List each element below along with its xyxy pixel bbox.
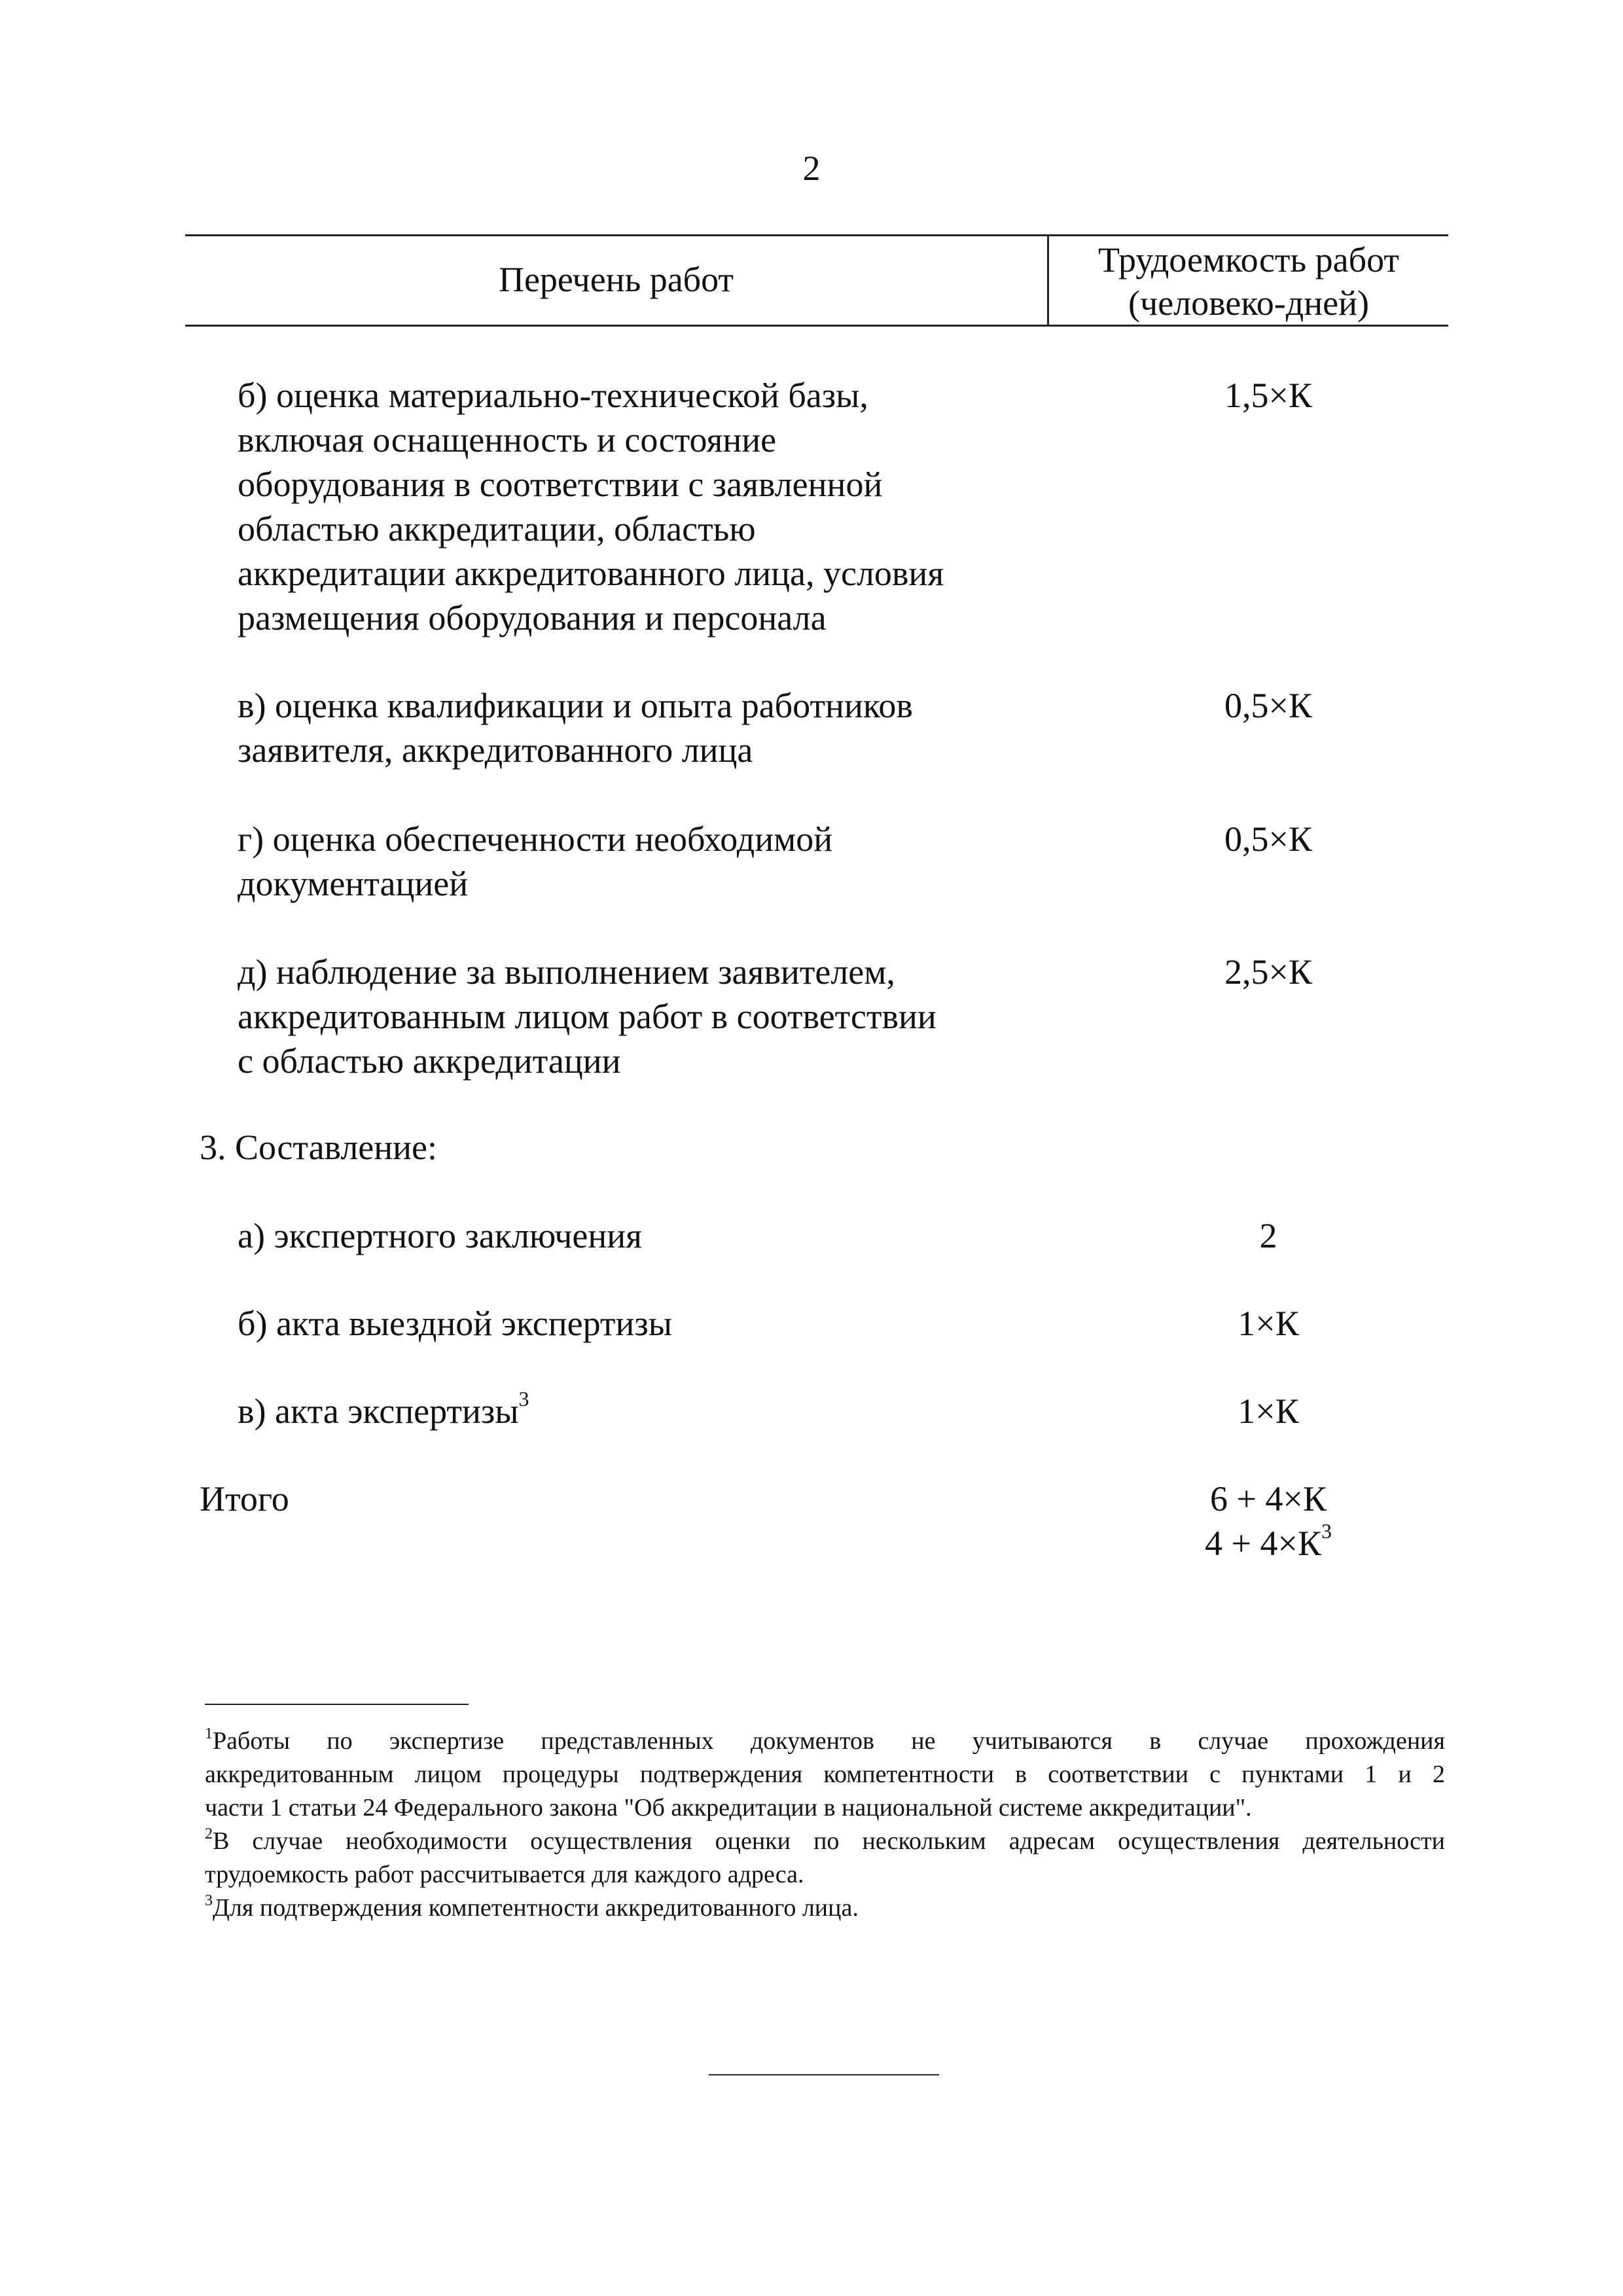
- section3-item-expert-conclusion-value: 2: [1259, 1216, 1277, 1255]
- row-line: документацией: [238, 864, 469, 903]
- footnote-2-line-1: $^2$В случае необходимости осуществления оценки по нескольким адресам осуществления деятельности: [205, 1825, 1445, 1855]
- end-of-document-rule: [709, 2074, 939, 2075]
- row-line: аккредитованным лицом работ в соответствии: [238, 997, 936, 1036]
- row-line: с областью аккредитации: [238, 1041, 621, 1081]
- total-value-1: 6 + 4×К: [1210, 1479, 1327, 1518]
- table-header-bottom-border: [185, 325, 1448, 327]
- row-line: размещения оборудования и персонала: [238, 598, 827, 637]
- footnote-2-line-2: трудоемкость работ рассчитывается для каждого адреса.: [205, 1861, 804, 1888]
- total-value-2: $4 + 4\times К^3$: [1205, 1519, 1332, 1563]
- footnote-ref: 3: [1321, 1519, 1332, 1543]
- section3-item-field-expertise-act-value: 1×К: [1238, 1304, 1299, 1343]
- section-3-title: 3. Составление:: [200, 1128, 438, 1167]
- row-line: включая оснащенность и состояние: [238, 420, 777, 459]
- section3-item-expert-conclusion: а) экспертного заключения: [238, 1216, 642, 1255]
- page-number: 2: [802, 149, 821, 188]
- total-label: Итого: [200, 1479, 289, 1518]
- row-qualification-value: 0,5×К: [1224, 686, 1312, 725]
- footnote-ref: 3: [518, 1387, 529, 1410]
- total-value: [1047, 1477, 1453, 1566]
- footnote-1-line-1: $^1$Работы по экспертизе представленных документов не учитываются в случае прохождения: [205, 1725, 1445, 1755]
- footnote-1-line-2: аккредитованным лицом процедуры подтверждения компетентности в соответствии с пунктами 1 и 2: [205, 1761, 1445, 1788]
- footnotes: [205, 1725, 1445, 1925]
- row-line: б) оценка материально-технической базы,: [238, 376, 868, 415]
- row-material-base-text: [238, 373, 1043, 640]
- row-material-base-value: 1,5×К: [1224, 376, 1312, 415]
- section3-item-expertise-act: в) акта экспертизы$^3$: [238, 1387, 529, 1431]
- row-line: г) оценка обеспеченности необходимой: [238, 819, 833, 859]
- section3-item-expertise-act-value: 1×К: [1238, 1391, 1299, 1431]
- header-labor-intensity: [1049, 238, 1448, 325]
- row-documentation-text: [238, 817, 1043, 906]
- row-qualification-text: [238, 683, 1043, 772]
- row-observation-text: [238, 950, 1043, 1083]
- row-line: д) наблюдение за выполнением заявителем,: [238, 952, 895, 992]
- row-line: областью аккредитации, областью: [238, 509, 756, 548]
- header-labor-line1: Трудоемкость работ: [1098, 240, 1399, 279]
- row-observation-value: 2,5×К: [1224, 952, 1312, 992]
- row-line: оборудования в соответствии с заявленной: [238, 465, 883, 504]
- footnote-separator: [205, 1704, 469, 1705]
- header-labor-line2: (человеко-дней): [1128, 283, 1369, 323]
- row-line: в) оценка квалификации и опыта работников: [238, 686, 913, 725]
- row-line: аккредитации аккредитованного лица, условия: [238, 554, 944, 593]
- footnote-1-line-3: части 1 статьи 24 Федерального закона "Об аккредитации в национальной системе аккредитации".: [205, 1794, 1252, 1821]
- table-top-border: [185, 234, 1448, 236]
- row-line: заявителя, аккредитованного лица: [238, 730, 753, 770]
- section3-item-field-expertise-act: б) акта выездной экспертизы: [238, 1304, 673, 1343]
- row-documentation-value: 0,5×К: [1224, 819, 1312, 859]
- footnote-3-line-1: $^3$Для подтверждения компетентности аккредитованного лица.: [205, 1892, 859, 1922]
- header-work-list: Перечень работ: [498, 260, 734, 299]
